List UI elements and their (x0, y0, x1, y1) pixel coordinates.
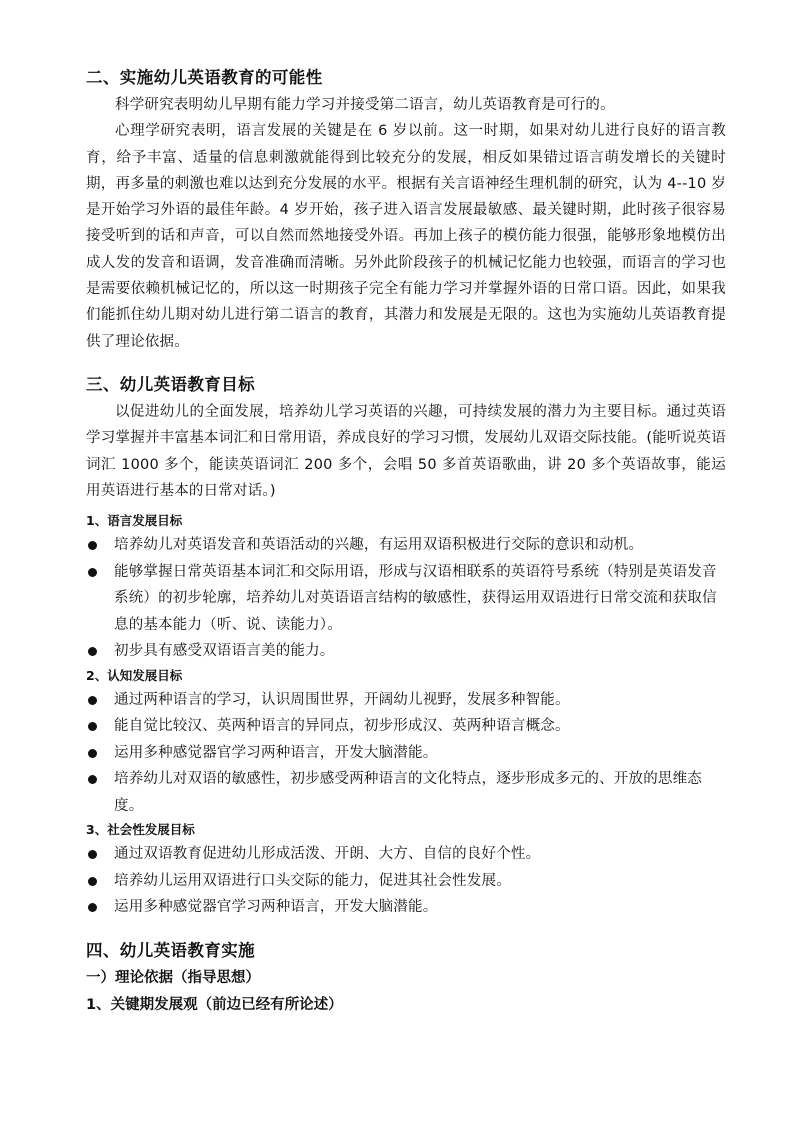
section-2-paragraph-1: 科学研究表明幼儿早期有能力学习并接受第二语言，幼儿英语教育是可行的。 (115, 97, 615, 113)
list-item: 通过两种语言的学习，认识周围世界，开阔幼儿视野，发展多种智能。 (86, 687, 726, 714)
goal-2-list (86, 687, 726, 820)
list-item: 初步具有感受双语语言美的能力。 (86, 638, 726, 665)
list-item: 培养幼儿运用双语进行口头交际的能力，促进其社会性发展。 (86, 868, 726, 895)
list-item: 培养幼儿对双语的敏感性，初步感受两种语言的文化特点，逐步形成多元的、开放的思维态度。 (86, 766, 726, 819)
bullet-icon (88, 541, 97, 550)
bullet-icon (88, 749, 97, 758)
bullet-icon (88, 877, 97, 886)
section-3-intro: 以促进幼儿的全面发展，培养幼儿学习英语的兴趣，可持续发展的潜力为主要目标。通过英语学习掌握并丰富基本词汇和日常用语，养成良好的学习习惯，发展幼儿双语交际技能。(能听说英语词汇 1000 多个，能读英语词汇 200 多个，会唱 50 多首英语歌曲，讲 20 多个英语故事，能运用英语进行基本的日常对话。) (86, 403, 726, 499)
bullet-icon (88, 850, 97, 859)
bullet-icon (88, 696, 97, 705)
section-4-subheading-1: 一）理论依据（指导思想） (86, 969, 260, 986)
goal-3-heading: 3、社会性发展目标 (86, 822, 195, 838)
goal-3-list (86, 841, 726, 921)
list-item: 能够掌握日常英语基本词汇和交际用语，形成与汉语相联系的英语符号系统（特别是英语发音系统）的初步轮廓，培养幼儿对英语语言结构的敏感性，获得运用双语进行日常交流和获取信息的基本能力（听、说、读能力）。 (86, 559, 726, 639)
list-item: 通过双语教育促进幼儿形成活泼、开朗、大方、自信的良好个性。 (86, 841, 726, 868)
bullet-icon (88, 568, 97, 577)
section-2-heading: 二、实施幼儿英语教育的可能性 (86, 68, 323, 87)
goal-1-heading: 1、语言发展目标 (86, 513, 183, 529)
section-4-heading: 四、幼儿英语教育实施 (86, 940, 255, 960)
goal-1-list (86, 532, 726, 665)
document-page (86, 64, 726, 1019)
list-item: 运用多种感觉器官学习两种语言，开发大脑潜能。 (86, 740, 726, 767)
bullet-icon (88, 722, 97, 731)
section-2-paragraph-2: 心理学研究表明，语言发展的关键是在 6 岁以前。这一时期，如果对幼儿进行良好的语言教育，给予丰富、适量的信息刺激就能得到比较充分的发展，相反如果错过语言萌发增长的关键时期，再多量的刺激也难以达到充分发展的水平。根据有关言语神经生理机制的研究，认为 4--10 岁是开始学习外语的最佳年龄。4 岁开始，孩子进入语言发展最敏感、最关键时期，此时孩子很容易接受听到的话和声音，可以自然而然地接受外语。再加上孩子的模仿能力很强，能够形象地模仿出成人发的发音和语调，发音准确而清晰。另外此阶段孩子的机械记忆能力也较强，而语言的学习也是需要依赖机械记忆的，所以这一时期孩子完全有能力学习并掌握外语的日常口语。因此，如果我们能抓住幼儿期对幼儿进行第二语言的教育，其潜力和发展是无限的。这也为实施幼儿英语教育提供了理论依据。 (86, 123, 726, 350)
bullet-icon (88, 903, 97, 912)
list-item: 能自觉比较汉、英两种语言的异同点，初步形成汉、英两种语言概念。 (86, 713, 726, 740)
list-item: 培养幼儿对英语发音和英语活动的兴趣，有运用双语积极进行交际的意识和动机。 (86, 532, 726, 559)
list-item: 运用多种感觉器官学习两种语言，开发大脑潜能。 (86, 894, 726, 921)
section-4-subheading-2: 1、关键期发展观（前边已经有所论述） (86, 996, 343, 1013)
goal-2-heading: 2、认知发展目标 (86, 667, 183, 683)
section-3-heading: 三、幼儿英语教育目标 (86, 374, 255, 394)
bullet-icon (88, 647, 97, 656)
bullet-icon (88, 775, 97, 784)
